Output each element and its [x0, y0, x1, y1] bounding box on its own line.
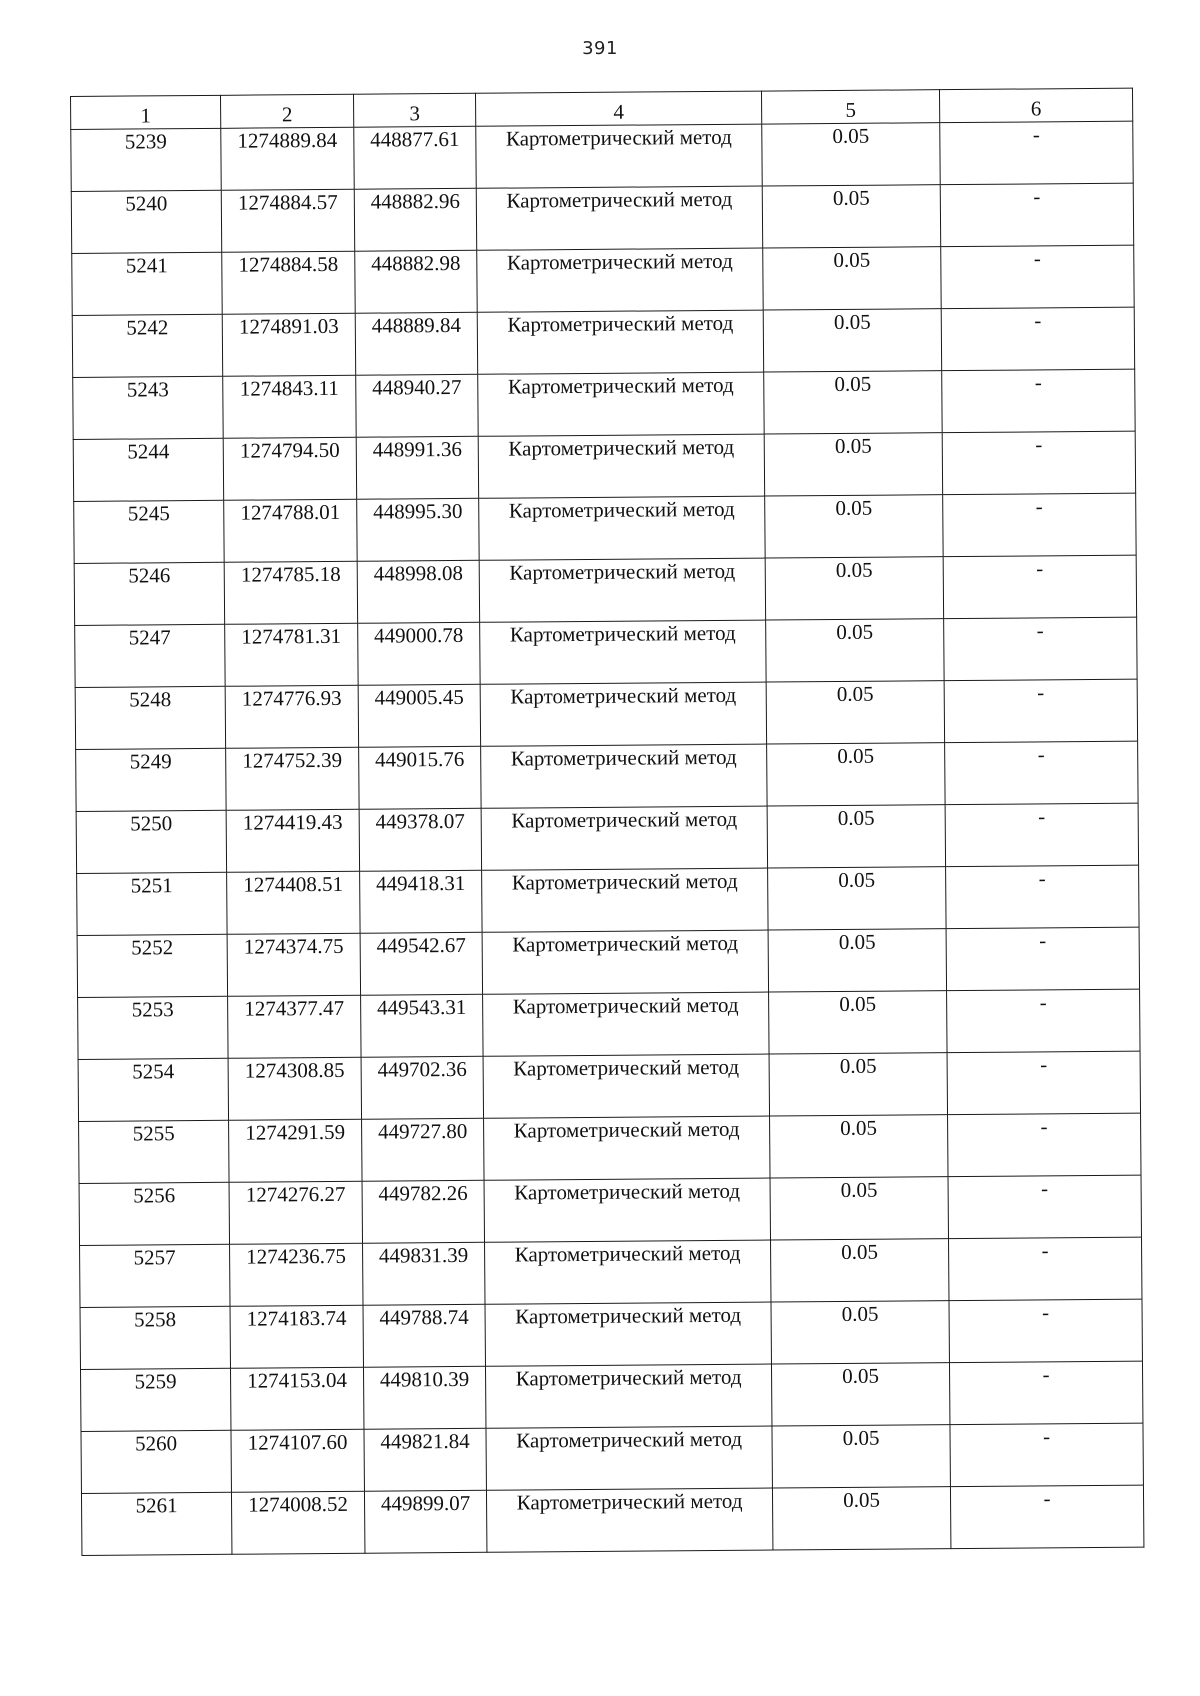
x-coordinate-cell: 1274308.85: [228, 1057, 361, 1120]
method-cell: Картометрический метод: [481, 806, 767, 870]
point-number-cell: 5243: [73, 376, 223, 439]
y-coordinate-cell: 448889.84: [355, 312, 477, 375]
point-number-cell: 5259: [81, 1368, 231, 1431]
point-number-cell: 5258: [80, 1306, 230, 1369]
point-number-cell: 5250: [76, 810, 226, 873]
accuracy-cell: 0.05: [765, 495, 943, 558]
method-cell: Картометрический метод: [479, 496, 765, 560]
note-cell: -: [946, 927, 1139, 991]
note-cell: -: [945, 741, 1138, 805]
y-coordinate-cell: 449378.07: [359, 808, 481, 871]
x-coordinate-cell: 1274291.59: [229, 1119, 362, 1182]
column-header: 6: [939, 88, 1132, 123]
x-coordinate-cell: 1274377.47: [228, 995, 361, 1058]
note-cell: -: [941, 307, 1134, 371]
table-body: [71, 121, 1144, 1555]
x-coordinate-cell: 1274785.18: [224, 561, 357, 624]
x-coordinate-cell: 1274408.51: [227, 871, 360, 934]
method-cell: Картометрический метод: [484, 1178, 770, 1242]
point-number-cell: 5242: [72, 314, 222, 377]
method-cell: Картометрический метод: [482, 868, 768, 932]
y-coordinate-cell: 449788.74: [363, 1304, 485, 1367]
method-cell: Картометрический метод: [483, 992, 769, 1056]
table-row: [78, 1051, 1140, 1121]
column-header: 2: [220, 94, 353, 128]
table-row: [81, 1485, 1143, 1555]
note-cell: -: [944, 617, 1137, 681]
coordinates-table: [70, 88, 1144, 1556]
x-coordinate-cell: 1274183.74: [230, 1305, 363, 1368]
table-row: [79, 1113, 1141, 1183]
accuracy-cell: 0.05: [769, 991, 947, 1054]
table-row: [81, 1361, 1143, 1431]
table-row: [72, 245, 1134, 315]
note-cell: -: [950, 1423, 1143, 1487]
point-number-cell: 5246: [74, 562, 224, 625]
point-number-cell: 5260: [81, 1430, 231, 1493]
table-row: [76, 803, 1138, 873]
note-cell: -: [949, 1361, 1142, 1425]
point-number-cell: 5254: [78, 1058, 228, 1121]
table-row: [80, 1299, 1142, 1369]
point-number-cell: 5253: [78, 996, 228, 1059]
accuracy-cell: 0.05: [763, 309, 941, 372]
accuracy-cell: 0.05: [767, 805, 945, 868]
table-row: [79, 1175, 1141, 1245]
table-row: [75, 617, 1137, 687]
method-cell: Картометрический метод: [486, 1488, 772, 1552]
y-coordinate-cell: 449821.84: [364, 1428, 486, 1491]
x-coordinate-cell: 1274107.60: [231, 1429, 364, 1492]
accuracy-cell: 0.05: [770, 1177, 948, 1240]
accuracy-cell: 0.05: [772, 1425, 950, 1488]
page-number: 391: [582, 38, 618, 59]
point-number-cell: 5251: [77, 872, 227, 935]
method-cell: Картометрический метод: [479, 558, 765, 622]
table-row: [76, 741, 1138, 811]
x-coordinate-cell: 1274419.43: [226, 809, 359, 872]
point-number-cell: 5249: [76, 748, 226, 811]
y-coordinate-cell: 448995.30: [357, 498, 479, 561]
accuracy-cell: 0.05: [771, 1239, 949, 1302]
accuracy-cell: 0.05: [768, 867, 946, 930]
note-cell: -: [940, 183, 1133, 247]
accuracy-cell: 0.05: [765, 557, 943, 620]
method-cell: Картометрический метод: [476, 186, 762, 250]
note-cell: -: [940, 121, 1133, 185]
accuracy-cell: 0.05: [766, 681, 944, 744]
accuracy-cell: 0.05: [767, 743, 945, 806]
x-coordinate-cell: 1274276.27: [229, 1181, 362, 1244]
accuracy-cell: 0.05: [764, 371, 942, 434]
x-coordinate-cell: 1274781.31: [225, 623, 358, 686]
y-coordinate-cell: 449727.80: [362, 1118, 484, 1181]
method-cell: Картометрический метод: [484, 1116, 770, 1180]
x-coordinate-cell: 1274884.58: [222, 251, 355, 314]
y-coordinate-cell: 449702.36: [361, 1056, 483, 1119]
y-coordinate-cell: 449418.31: [360, 870, 482, 933]
method-cell: Картометрический метод: [480, 682, 766, 746]
y-coordinate-cell: 448998.08: [357, 560, 479, 623]
y-coordinate-cell: 448991.36: [356, 436, 478, 499]
x-coordinate-cell: 1274374.75: [227, 933, 360, 996]
table-row: [71, 121, 1133, 191]
x-coordinate-cell: 1274008.52: [231, 1491, 364, 1554]
note-cell: -: [948, 1113, 1141, 1177]
note-cell: -: [947, 1051, 1140, 1115]
method-cell: Картометрический метод: [477, 310, 763, 374]
point-number-cell: 5257: [80, 1244, 230, 1307]
column-header: 1: [71, 95, 221, 129]
table-row: [75, 679, 1137, 749]
x-coordinate-cell: 1274794.50: [223, 437, 356, 500]
method-cell: Картометрический метод: [478, 372, 764, 436]
note-cell: -: [942, 431, 1135, 495]
table-row: [72, 307, 1134, 377]
y-coordinate-cell: 448877.61: [354, 126, 476, 189]
y-coordinate-cell: 448940.27: [356, 374, 478, 437]
y-coordinate-cell: 448882.98: [355, 250, 477, 313]
point-number-cell: 5248: [75, 686, 225, 749]
accuracy-cell: 0.05: [762, 185, 940, 248]
table-row: [73, 369, 1135, 439]
method-cell: Картометрический метод: [482, 930, 768, 994]
table-row: [71, 183, 1133, 253]
point-number-cell: 5256: [79, 1182, 229, 1245]
column-header: 3: [353, 93, 475, 127]
y-coordinate-cell: 449000.78: [358, 622, 480, 685]
x-coordinate-cell: 1274843.11: [223, 375, 356, 438]
accuracy-cell: 0.05: [771, 1363, 949, 1426]
method-cell: Картометрический метод: [485, 1302, 771, 1366]
y-coordinate-cell: 449542.67: [360, 932, 482, 995]
y-coordinate-cell: 448882.96: [354, 188, 476, 251]
y-coordinate-cell: 449782.26: [362, 1180, 484, 1243]
method-cell: Картометрический метод: [480, 620, 766, 684]
accuracy-cell: 0.05: [764, 433, 942, 496]
x-coordinate-cell: 1274884.57: [221, 189, 354, 252]
column-header: 4: [475, 91, 761, 126]
y-coordinate-cell: 449543.31: [361, 994, 483, 1057]
method-cell: Картометрический метод: [477, 248, 763, 312]
method-cell: Картометрический метод: [483, 1054, 769, 1118]
x-coordinate-cell: 1274788.01: [224, 499, 357, 562]
method-cell: Картометрический метод: [486, 1426, 772, 1490]
table-row: [81, 1423, 1143, 1493]
table-row: [77, 865, 1139, 935]
y-coordinate-cell: 449810.39: [363, 1366, 485, 1429]
x-coordinate-cell: 1274889.84: [221, 127, 354, 190]
note-cell: -: [943, 493, 1136, 557]
table-row: [73, 431, 1135, 501]
point-number-cell: 5247: [75, 624, 225, 687]
table-row: [74, 555, 1136, 625]
method-cell: Картометрический метод: [478, 434, 764, 498]
column-header: 5: [761, 90, 939, 124]
note-cell: -: [949, 1299, 1142, 1363]
note-cell: -: [942, 369, 1135, 433]
note-cell: -: [949, 1237, 1142, 1301]
x-coordinate-cell: 1274236.75: [230, 1243, 363, 1306]
table-row: [77, 927, 1139, 997]
method-cell: Картометрический метод: [485, 1364, 771, 1428]
accuracy-cell: 0.05: [763, 247, 941, 310]
y-coordinate-cell: 449831.39: [363, 1242, 485, 1305]
y-coordinate-cell: 449899.07: [364, 1490, 486, 1553]
table-row: [74, 493, 1136, 563]
y-coordinate-cell: 449005.45: [358, 684, 480, 747]
method-cell: Картометрический метод: [485, 1240, 771, 1304]
note-cell: -: [946, 865, 1139, 929]
x-coordinate-cell: 1274776.93: [225, 685, 358, 748]
point-number-cell: 5252: [77, 934, 227, 997]
note-cell: -: [947, 989, 1140, 1053]
point-number-cell: 5245: [74, 500, 224, 563]
note-cell: -: [943, 555, 1136, 619]
table-row: [80, 1237, 1142, 1307]
note-cell: -: [950, 1485, 1143, 1549]
point-number-cell: 5240: [71, 190, 221, 253]
accuracy-cell: 0.05: [766, 619, 944, 682]
x-coordinate-cell: 1274891.03: [222, 313, 355, 376]
point-number-cell: 5239: [71, 128, 221, 191]
y-coordinate-cell: 449015.76: [359, 746, 481, 809]
accuracy-cell: 0.05: [770, 1115, 948, 1178]
coordinates-table-container: [70, 88, 1143, 1556]
x-coordinate-cell: 1274153.04: [230, 1367, 363, 1430]
note-cell: -: [945, 803, 1138, 867]
accuracy-cell: 0.05: [762, 123, 940, 186]
accuracy-cell: 0.05: [768, 929, 946, 992]
x-coordinate-cell: 1274752.39: [226, 747, 359, 810]
note-cell: -: [941, 245, 1134, 309]
note-cell: -: [948, 1175, 1141, 1239]
point-number-cell: 5255: [79, 1120, 229, 1183]
method-cell: Картометрический метод: [481, 744, 767, 808]
accuracy-cell: 0.05: [772, 1487, 950, 1550]
accuracy-cell: 0.05: [771, 1301, 949, 1364]
note-cell: -: [944, 679, 1137, 743]
point-number-cell: 5241: [72, 252, 222, 315]
accuracy-cell: 0.05: [769, 1053, 947, 1116]
method-cell: Картометрический метод: [476, 124, 762, 188]
table-row: [78, 989, 1140, 1059]
point-number-cell: 5244: [73, 438, 223, 501]
point-number-cell: 5261: [81, 1492, 231, 1555]
